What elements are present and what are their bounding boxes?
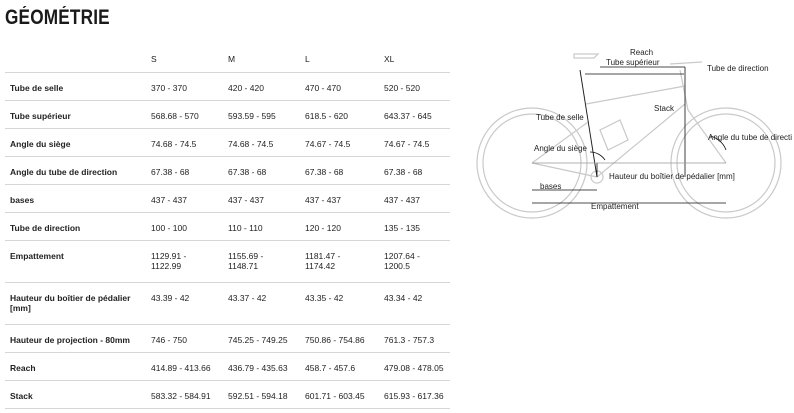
row-value-s: 568.68 - 570 xyxy=(151,101,228,129)
row-label: Tube supérieur xyxy=(5,101,151,129)
header-size-l: L xyxy=(305,46,384,73)
row-value-xl: 43.34 - 42 xyxy=(384,283,450,325)
row-value-s: 43.39 - 42 xyxy=(151,283,228,325)
table-row xyxy=(5,101,450,129)
label-stack: Stack xyxy=(654,104,675,113)
row-value-s: 583.32 - 584.91 xyxy=(151,381,228,409)
label-bb-height: Hauteur du boîtier de pédalier [mm] xyxy=(609,172,735,181)
top-tube-shape xyxy=(586,86,685,104)
row-value-l: 601.71 - 603.45 xyxy=(305,381,384,409)
row-label: Hauteur du boîtier de pédalier [mm] xyxy=(5,283,151,325)
label-wheelbase: Empattement xyxy=(591,202,639,211)
row-value-l: 74.67 - 74.5 xyxy=(305,129,384,157)
row-value-l: 458.7 - 457.6 xyxy=(305,353,384,381)
header-label-column xyxy=(5,46,151,73)
header-size-xl: XL xyxy=(384,46,450,73)
table-row xyxy=(5,213,450,241)
label-seat-tube: Tube de selle xyxy=(536,113,584,122)
table-row xyxy=(5,325,450,353)
row-value-m: 436.79 - 435.63 xyxy=(228,353,305,381)
fork-shape xyxy=(680,70,726,163)
row-value-m: 74.68 - 74.5 xyxy=(228,129,305,157)
row-label: Tube de direction xyxy=(5,213,151,241)
page-title: GÉOMÉTRIE xyxy=(5,6,110,29)
handlebar-shape xyxy=(670,62,702,64)
row-value-l: 618.5 - 620 xyxy=(305,101,384,129)
table-row xyxy=(5,185,450,213)
row-value-s: 746 - 750 xyxy=(151,325,228,353)
label-chainstays: bases xyxy=(540,182,562,191)
row-value-m: 592.51 - 594.18 xyxy=(228,381,305,409)
label-seat-angle: Angle du siège xyxy=(534,144,587,153)
row-label: Hauteur de projection - 80mm xyxy=(5,325,151,353)
row-value-m: 43.37 - 42 xyxy=(228,283,305,325)
row-label: bases xyxy=(5,185,151,213)
row-value-xl: 520 - 520 xyxy=(384,73,450,101)
row-value-xl: 643.37 - 645 xyxy=(384,101,450,129)
row-value-l: 750.86 - 754.86 xyxy=(305,325,384,353)
row-value-l: 437 - 437 xyxy=(305,185,384,213)
row-value-s: 370 - 370 xyxy=(151,73,228,101)
row-value-l: 67.38 - 68 xyxy=(305,157,384,185)
row-value-l: 470 - 470 xyxy=(305,73,384,101)
row-value-s: 74.68 - 74.5 xyxy=(151,129,228,157)
row-value-xl: 74.67 - 74.5 xyxy=(384,129,450,157)
down-tube-shape xyxy=(597,104,685,177)
header-size-s: S xyxy=(151,46,228,73)
row-value-s: 1129.91 - 1122.99 xyxy=(151,241,228,283)
table-row xyxy=(5,283,450,325)
row-label: Angle du siège xyxy=(5,129,151,157)
label-head-tube: Tube de direction xyxy=(707,64,769,73)
row-value-m: 745.25 - 749.25 xyxy=(228,325,305,353)
row-label: Tube de selle xyxy=(5,73,151,101)
table-row xyxy=(5,157,450,185)
row-value-m: 110 - 110 xyxy=(228,213,305,241)
row-value-m: 1155.69 - 1148.71 xyxy=(228,241,305,283)
row-value-m: 67.38 - 68 xyxy=(228,157,305,185)
header-size-m: M xyxy=(228,46,305,73)
row-value-l: 43.35 - 42 xyxy=(305,283,384,325)
row-value-xl: 479.08 - 478.05 xyxy=(384,353,450,381)
row-value-s: 100 - 100 xyxy=(151,213,228,241)
row-value-xl: 437 - 437 xyxy=(384,185,450,213)
row-value-m: 437 - 437 xyxy=(228,185,305,213)
geometry-table xyxy=(5,46,450,409)
label-top-tube: Tube supérieur xyxy=(606,58,660,67)
row-value-xl: 761.3 - 757.3 xyxy=(384,325,450,353)
row-value-l: 1181.47 - 1174.42 xyxy=(305,241,384,283)
seat-tube-line xyxy=(580,70,597,177)
row-value-s: 67.38 - 68 xyxy=(151,157,228,185)
label-head-angle: Angle du tube de directi xyxy=(708,133,793,142)
row-label: Reach xyxy=(5,353,151,381)
table-row xyxy=(5,381,450,409)
bike-geometry-diagram xyxy=(470,40,794,225)
table-row xyxy=(5,241,450,283)
row-value-s: 437 - 437 xyxy=(151,185,228,213)
shock-shape xyxy=(600,120,628,150)
row-value-xl: 67.38 - 68 xyxy=(384,157,450,185)
row-label: Stack xyxy=(5,381,151,409)
row-value-m: 420 - 420 xyxy=(228,73,305,101)
seatstay-shape xyxy=(532,122,588,163)
table-row xyxy=(5,73,450,101)
row-value-xl: 615.93 - 617.36 xyxy=(384,381,450,409)
table-row xyxy=(5,353,450,381)
row-value-xl: 1207.64 - 1200.5 xyxy=(384,241,450,283)
table-row xyxy=(5,129,450,157)
row-value-xl: 135 - 135 xyxy=(384,213,450,241)
saddle-shape xyxy=(574,54,598,58)
table-header-row xyxy=(5,46,450,73)
label-reach: Reach xyxy=(630,48,654,57)
seat-angle-arc xyxy=(590,152,605,160)
row-value-s: 414.89 - 413.66 xyxy=(151,353,228,381)
row-value-m: 593.59 - 595 xyxy=(228,101,305,129)
row-label: Angle du tube de direction xyxy=(5,157,151,185)
row-value-l: 120 - 120 xyxy=(305,213,384,241)
row-label: Empattement xyxy=(5,241,151,283)
